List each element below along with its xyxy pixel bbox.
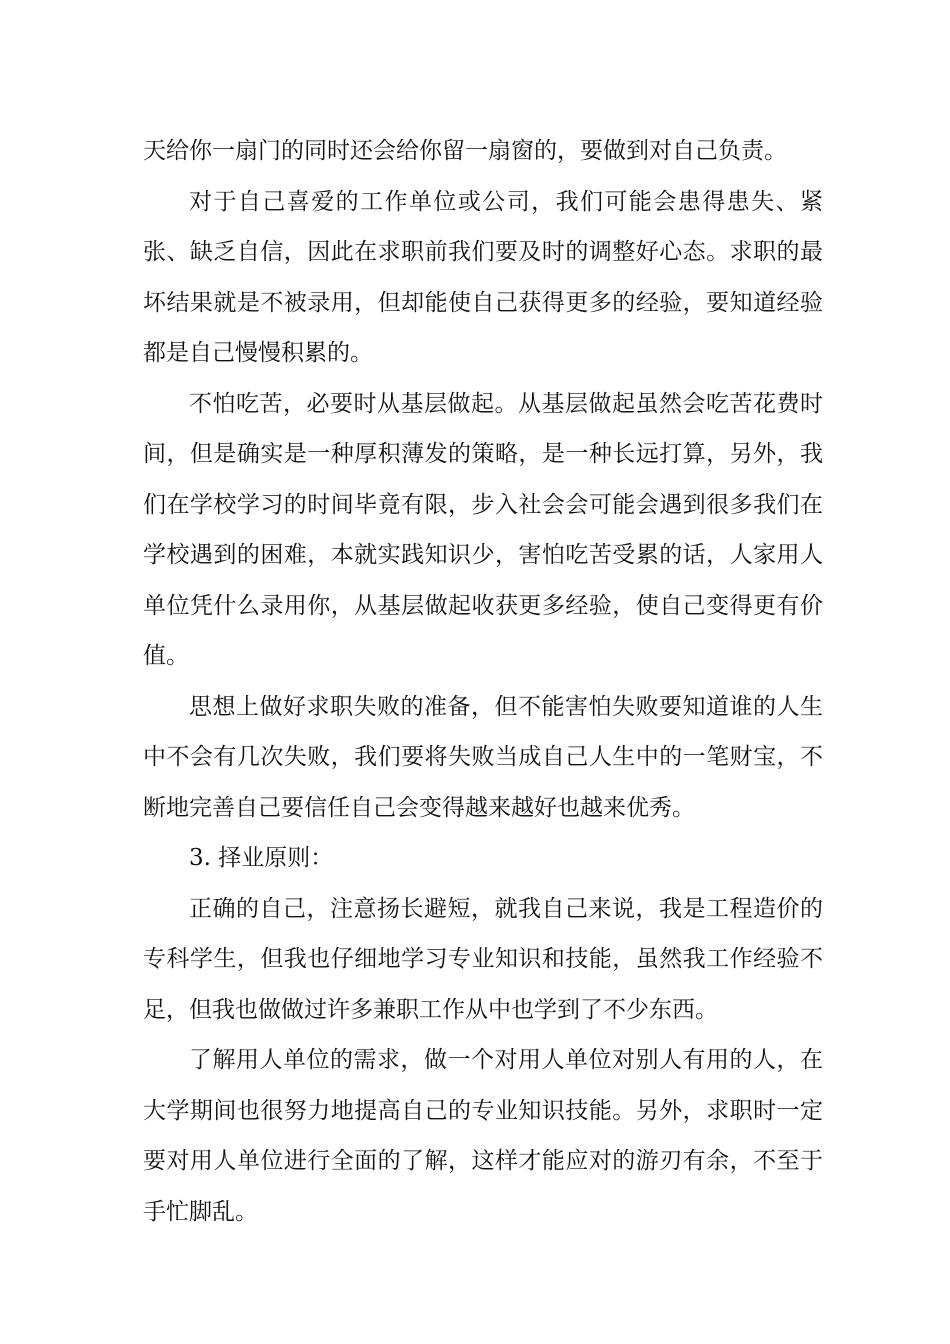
paragraph-failure: 思想上做好求职失败的准备，但不能害怕失败要知道谁的人生中不会有几次失败，我们要将失败当成自己人生中的一笔财宝，不断地完善自己要信任自己会变得越来越好也越来优秀。 [143,693,823,821]
paragraph-employer-needs: 了解用人单位的需求，做一个对用人单位对别人有用的人，在大学期间也很努力地提高自己的专业知识技能。另外，求职时一定要对用人单位进行全面的了解，这样才能应对的游刃有余，不至于手忙脚乱。 [143,1047,823,1225]
paragraph-self-knowledge: 正确的自己，注意扬长避短，就我自己来说，我是工程造价的专科学生，但我也仔细地学习专业知识和技能，虽然我工作经验不足，但我也做做过许多兼职工作从中也学到了不少东西。 [143,895,823,1023]
paragraph-mindset: 对于自己喜爱的工作单位或公司，我们可能会患得患失、紧张、缺乏自信，因此在求职前我们要及时的调整好心态。求职的最坏结果就是不被录用，但却能使自己获得更多的经验，要知道经验都是自己慢慢积累的。 [143,188,823,366]
paragraph-hardship: 不怕吃苦，必要时从基层做起。从基层做起虽然会吃苦花费时间，但是确实是一种厚积薄发的策略，是一种长远打算，另外，我们在学校学习的时间毕竟有限，步入社会会可能会遇到很多我们在学校遇到的困难，本就实践知识少，害怕吃苦受累的话，人家用人单位凭什么录用你，从基层做起收获更多经验，使自己变得更有价值。 [143,390,823,669]
paragraph-continuation: 天给你一扇门的同时还会给你留一扇窗的，要做到对自己负责。 [143,138,787,164]
section-heading-principles: 3. 择业原则： [189,845,334,871]
document-body [143,126,823,1237]
